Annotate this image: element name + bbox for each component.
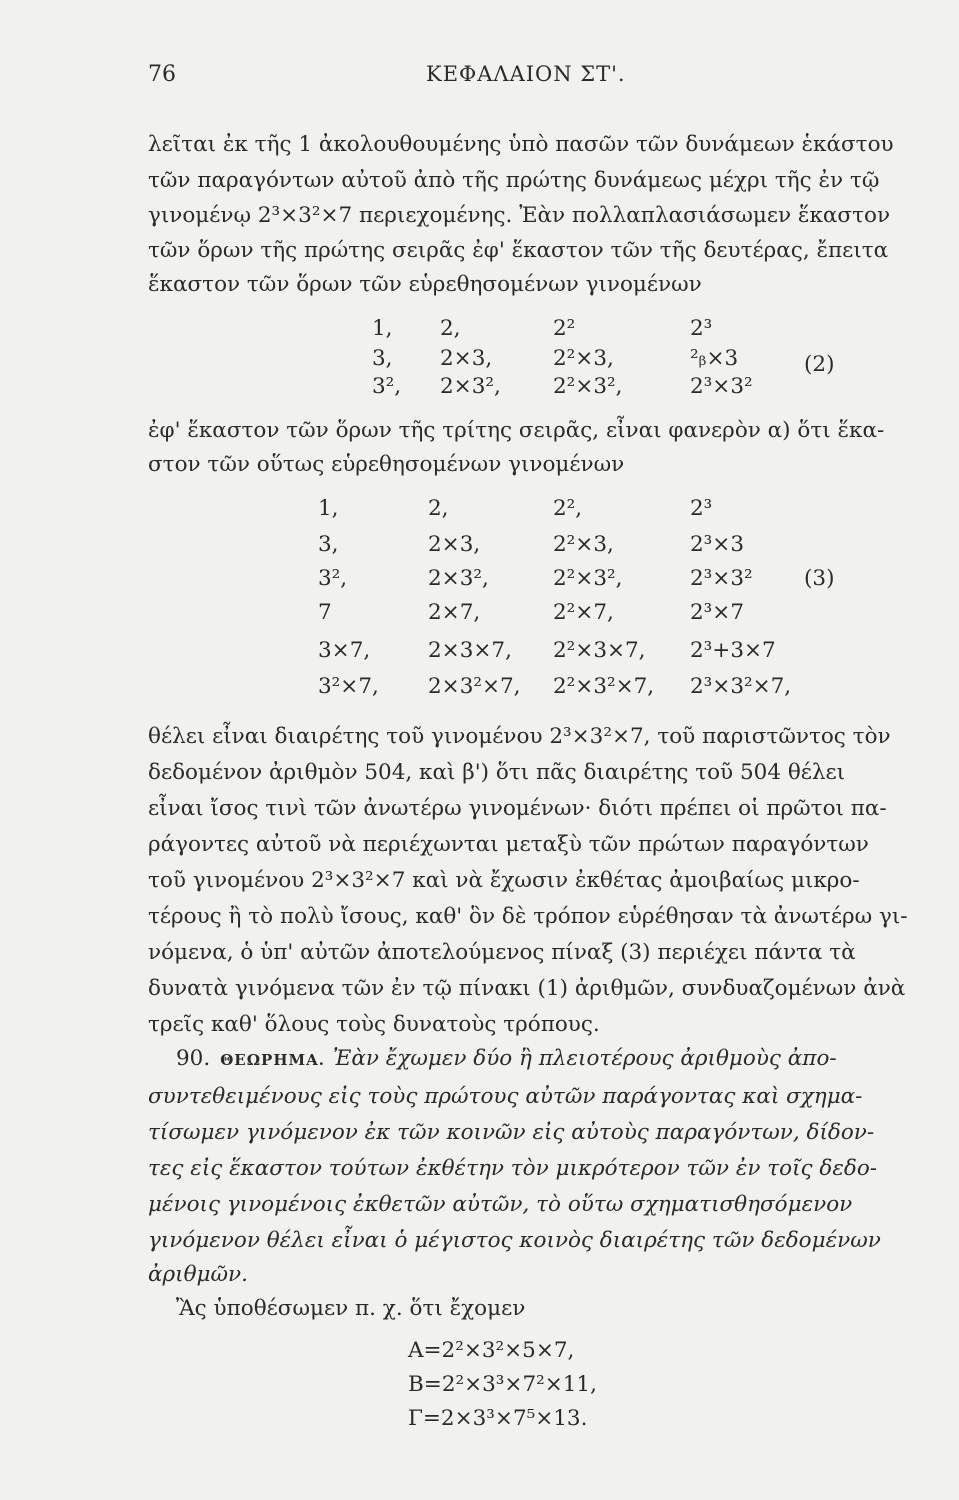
- theorem-text: Ἐὰν ἔχωμεν δύο ἢ πλειοτέρους ἀριθμοὺς ἀπο-: [332, 1046, 837, 1071]
- table-cell: 2×3,: [440, 346, 493, 371]
- text-line: στον τῶν οὕτως εὑρεθησομένων γινομένων: [148, 452, 625, 477]
- table-cell: 2³: [690, 496, 713, 521]
- table-cell: 3²×7,: [318, 674, 379, 699]
- text-line: θέλει εἶναι διαιρέτης τοῦ γινομένου 2³×3²×7, τοῦ παριστῶντος τὸν: [148, 724, 891, 749]
- theorem-line: ἀριθμῶν.: [148, 1262, 248, 1287]
- table-cell: 2³×7: [690, 600, 744, 625]
- table-cell: 2²,: [553, 496, 583, 521]
- table-cell: 2²×3,: [553, 346, 614, 371]
- table-cell: 2×3×7,: [428, 638, 512, 663]
- table-cell: 2×3²,: [428, 566, 489, 591]
- table-cell: 2²: [553, 316, 576, 341]
- theorem-line: συντεθειμένους εἰς τοὺς πρώτους αὐτῶν παράγοντας καὶ σχημα-: [148, 1084, 863, 1109]
- table-cell: 2³: [690, 316, 713, 341]
- text-line: νόμενα, ὁ ὑπ' αὐτῶν ἀποτελούμενος πίναξ (3) περιέχει πάντα τὰ: [148, 940, 856, 965]
- text-line: τῶν ὅρων τῆς πρώτης σειρᾶς ἐφ' ἕκαστον τῶν τῆς δευτέρας, ἔπειτα: [148, 238, 889, 263]
- text-line: δυνατὰ γινόμενα τῶν ἐν τῷ πίνακι (1) ἀριθμῶν, συνδυαζομένων ἀνὰ: [148, 976, 906, 1001]
- table-cell: 3×7,: [318, 638, 371, 663]
- text-line: τῶν παραγόντων αὐτοῦ ἀπὸ τῆς πρώτης δυνάμεως μέχρι τῆς ἐν τῷ: [148, 168, 880, 193]
- table-cell: 2×7,: [428, 600, 481, 625]
- theorem-line: τίσωμεν γινόμενον ἐκ τῶν κοινῶν εἰς αὐτοὺς παραγόντων, δίδον-: [148, 1120, 875, 1145]
- table-cell: 2³×3²×7,: [690, 674, 792, 699]
- table-cell: 2³×3: [690, 532, 744, 557]
- table-cell: 2²×7,: [553, 600, 614, 625]
- table-cell: 1,: [318, 496, 339, 521]
- table-tag: (3): [804, 566, 835, 591]
- equation-a: Α=2²×3²×5×7,: [408, 1338, 575, 1363]
- table-cell: 2×3²,: [440, 374, 501, 399]
- text-line: εἶναι ἴσος τινὶ τῶν ἀνωτέρω γινομένων· διότι πρέπει οἱ πρῶτοι πα-: [148, 796, 887, 821]
- table-cell: 2³+3×7: [690, 638, 776, 663]
- example-intro: Ἂς ὑποθέσωμεν π. χ. ὅτι ἔχομεν: [176, 1296, 526, 1321]
- table-cell: 2³×3²: [690, 374, 753, 399]
- table-cell: 3,: [318, 532, 339, 557]
- theorem-line: γινόμενον θέλει εἶναι ὁ μέγιστος κοινὸς διαιρέτης τῶν δεδομένων: [148, 1228, 881, 1253]
- table-cell: 2,: [428, 496, 449, 521]
- equation-b: Β=2²×3³×7²×11,: [408, 1372, 597, 1397]
- theorem-number: 90.: [176, 1046, 211, 1071]
- table-cell: 2²×3²×7,: [553, 674, 655, 699]
- running-head: ΚΕΦΑΛΑΙΟΝ ΣΤ'.: [426, 62, 626, 86]
- theorem-heading-line: [176, 1046, 837, 1071]
- text-line: τοῦ γινομένου 2³×3²×7 καὶ νὰ ἔχωσιν ἐκθέτας ἀμοιβαίως μικρο-: [148, 868, 860, 893]
- text-line: ράγοντες αὐτοῦ νὰ περιέχωνται μεταξὺ τῶν πρώτων παραγόντων: [148, 832, 869, 857]
- table-cell: 2×3,: [428, 532, 481, 557]
- theorem-line: τες εἰς ἕκαστον τούτων ἐκθέτην τὸν μικρότερον τῶν ἐν τοῖς δεδο-: [148, 1156, 878, 1181]
- table-cell: ²ᵦ×3: [690, 346, 739, 371]
- text-line: ἕκαστον τῶν ὅρων τῶν εὑρεθησομένων γινομένων: [148, 272, 702, 297]
- table-cell: 2×3²×7,: [428, 674, 521, 699]
- table-cell: 2²×3²,: [553, 374, 623, 399]
- text-line: γινομένῳ 2³×3²×7 περιεχομένης. Ἐὰν πολλαπλασιάσωμεν ἕκαστον: [148, 203, 891, 228]
- theorem-label: ΘΕΩΡΗΜΑ.: [220, 1051, 325, 1069]
- table-cell: 1,: [372, 316, 393, 341]
- equation-c: Γ=2×3³×7⁵×13.: [408, 1406, 588, 1431]
- page-number: 76: [148, 62, 176, 87]
- table-cell: 2²×3×7,: [553, 638, 646, 663]
- table-cell: 3²,: [372, 374, 402, 399]
- table-cell: 2,: [440, 316, 461, 341]
- table-cell: 7: [318, 600, 332, 625]
- text-line: λεῖται ἐκ τῆς 1 ἀκολουθουμένης ὑπὸ πασῶν τῶν δυνάμεων ἑκάστου: [148, 132, 894, 157]
- page-header: [148, 62, 878, 98]
- table-cell: 2³×3²: [690, 566, 753, 591]
- theorem-line: μένοις γινομένοις ἐκθετῶν αὐτῶν, τὸ οὕτω σχηματισθησόμενον: [148, 1192, 853, 1217]
- text-line: τρεῖς καθ' ὅλους τοὺς δυνατοὺς τρόπους.: [148, 1012, 600, 1037]
- table-cell: 2²×3²,: [553, 566, 623, 591]
- text-line: δεδομένον ἀριθμὸν 504, καὶ β') ὅτι πᾶς διαιρέτης τοῦ 504 θέλει: [148, 760, 846, 785]
- table-cell: 2²×3,: [553, 532, 614, 557]
- text-line: ἐφ' ἕκαστον τῶν ὅρων τῆς τρίτης σειρᾶς, εἶναι φανερὸν α) ὅτι ἕκα-: [148, 418, 885, 443]
- table-cell: 3²,: [318, 566, 348, 591]
- table-cell: 3,: [372, 346, 393, 371]
- text-line: τέρους ἢ τὸ πολὺ ἴσους, καθ' ὃν δὲ τρόπον εὑρέθησαν τὰ ἀνωτέρω γι-: [148, 904, 908, 929]
- table-tag: (2): [804, 352, 835, 377]
